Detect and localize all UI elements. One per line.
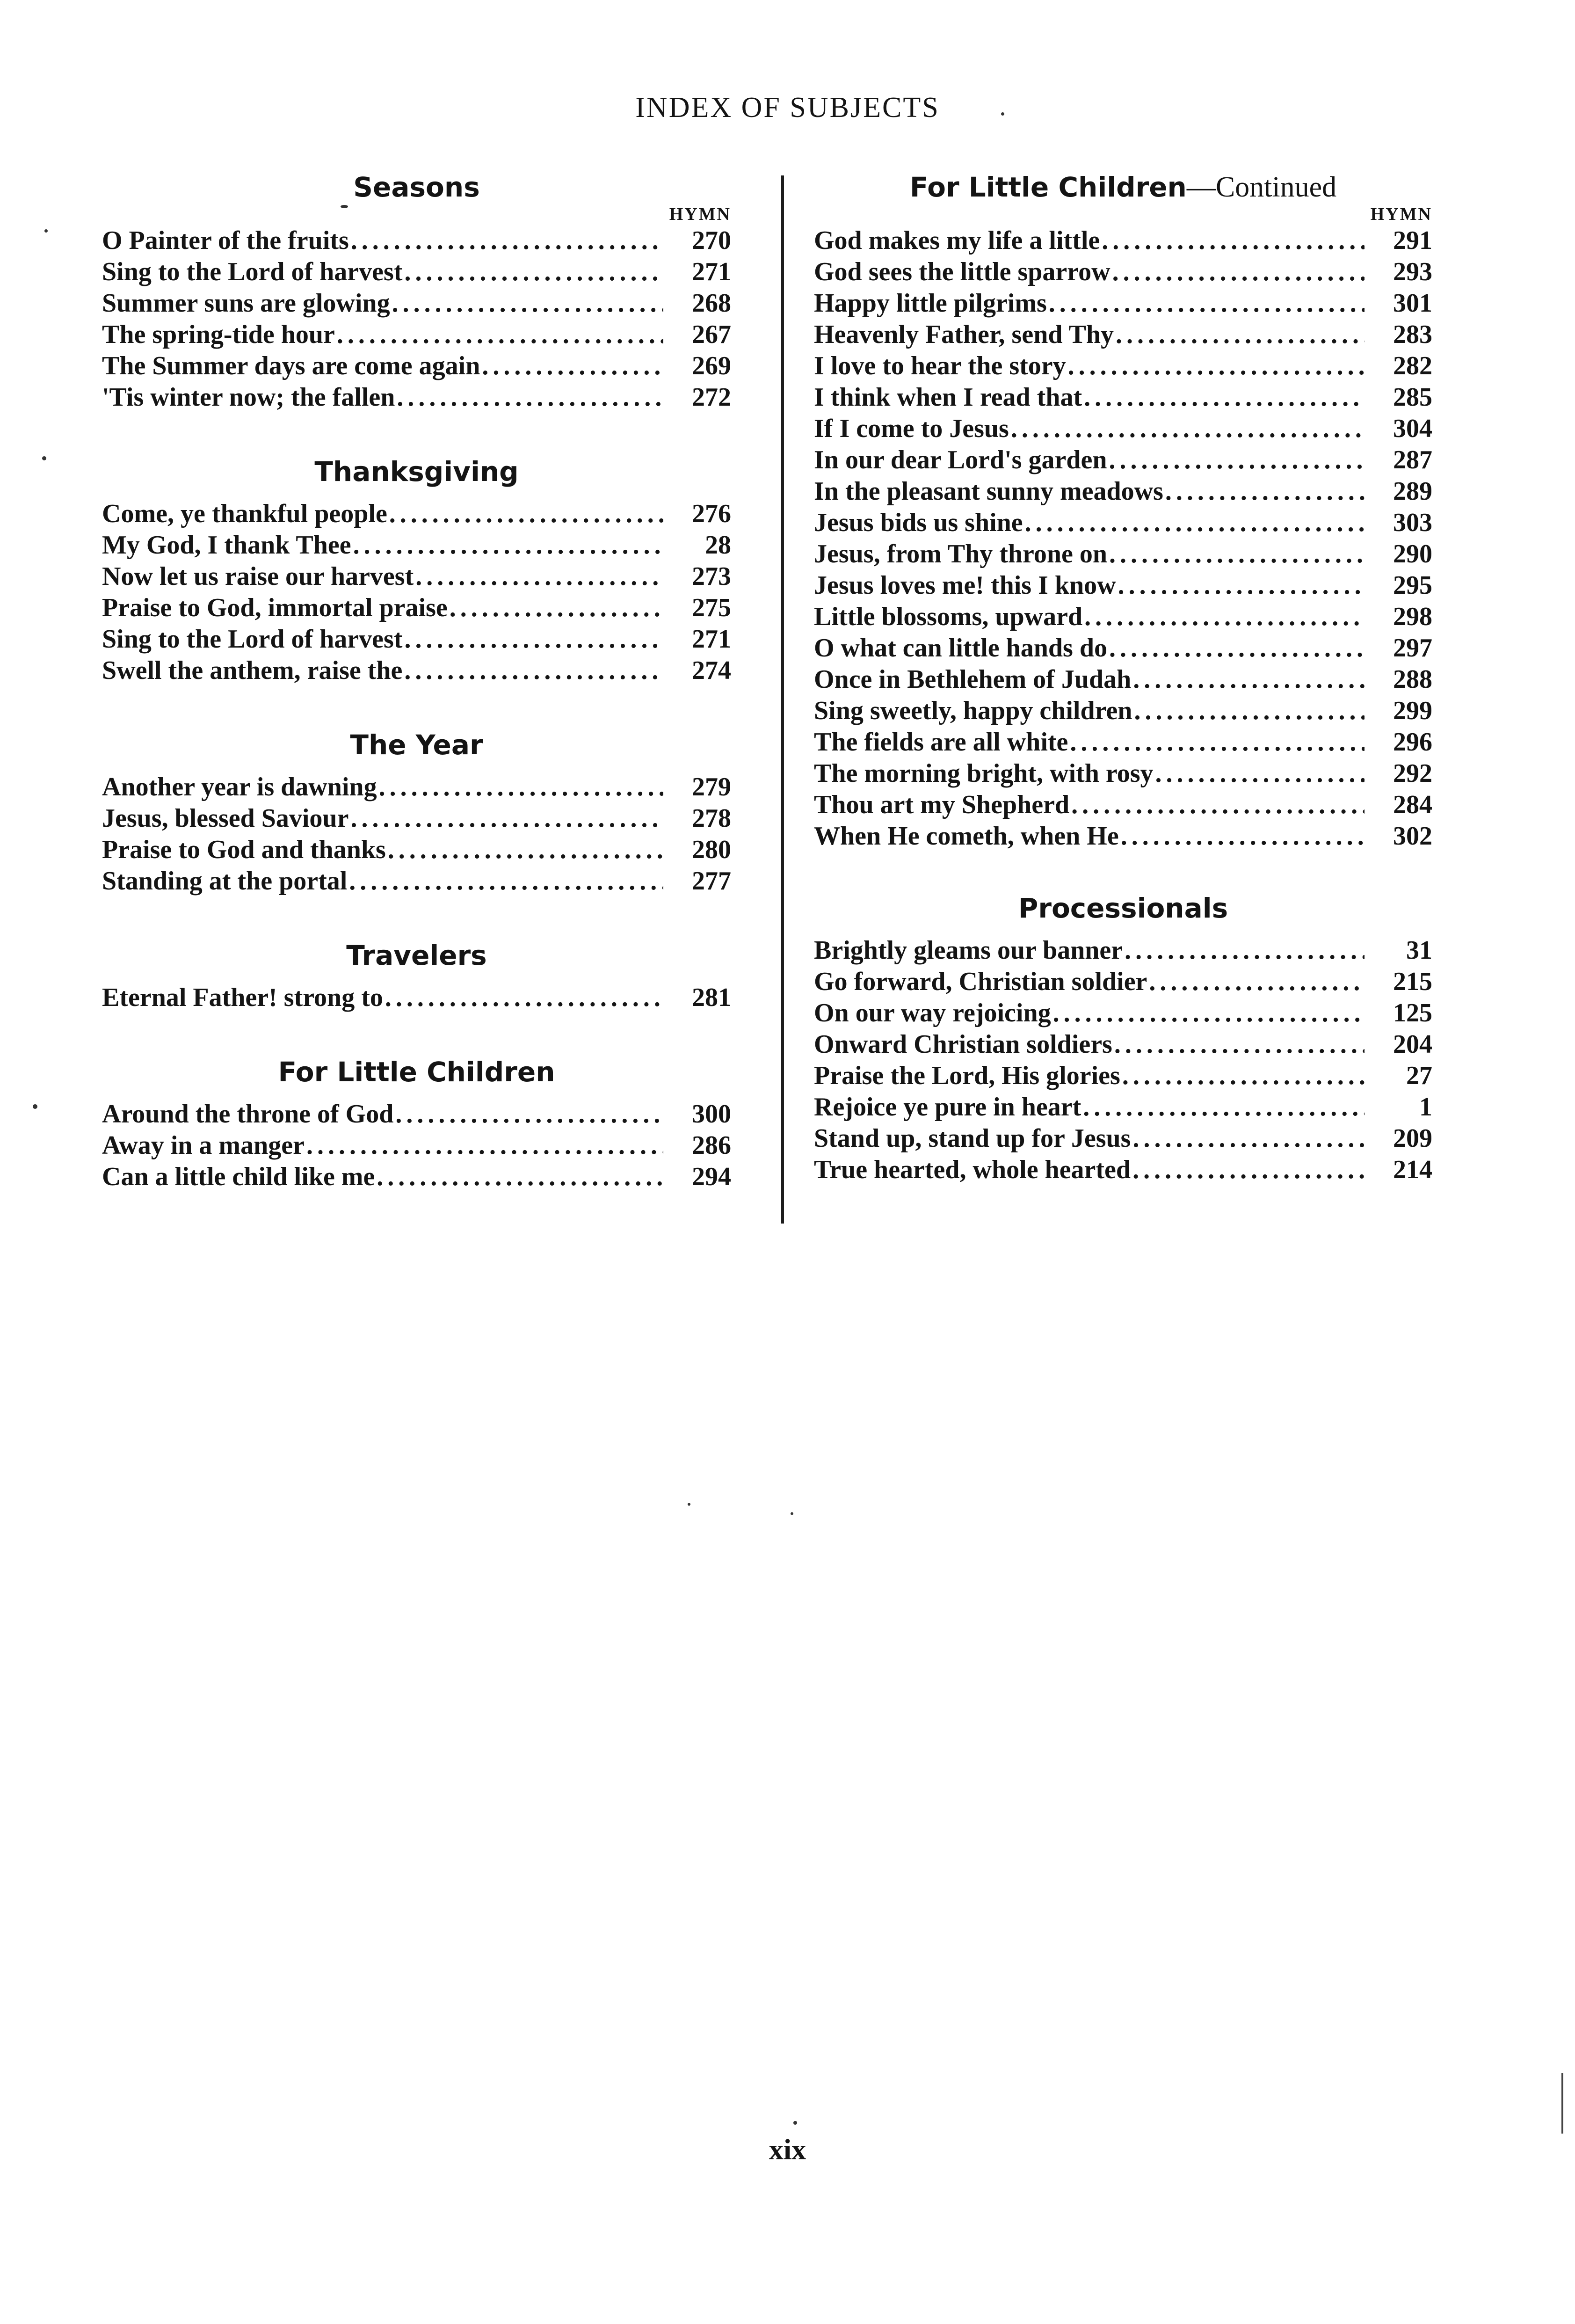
entry-title: Sing to the Lord of harvest	[102, 625, 403, 654]
dot-leader	[404, 624, 663, 655]
entry-title: Praise to God and thanks	[102, 835, 386, 864]
hymn-number: 278	[692, 804, 731, 833]
dot-leader	[1084, 601, 1365, 633]
dot-leader	[337, 319, 663, 350]
index-entry	[814, 476, 1432, 507]
dot-leader	[389, 498, 663, 530]
hymn-number: 289	[1393, 477, 1432, 506]
entry-title: Can a little child like me	[102, 1162, 375, 1191]
entry-title: Jesus loves me! this I know	[814, 571, 1116, 600]
scan-speck	[341, 205, 348, 208]
left-column	[102, 171, 731, 1193]
dot-leader	[1118, 570, 1365, 601]
hymn-number: 31	[1406, 936, 1432, 965]
index-entry	[814, 789, 1432, 821]
hymn-number: 288	[1393, 665, 1432, 694]
hymn-number: 302	[1393, 822, 1432, 851]
hymn-number: 280	[692, 835, 731, 864]
entry-title: On our way rejoicing	[814, 998, 1051, 1027]
index-entry	[814, 664, 1432, 695]
hymn-number: 303	[1393, 508, 1432, 537]
index-entry	[102, 561, 731, 592]
dot-leader	[350, 803, 663, 834]
index-entry	[814, 288, 1432, 319]
hymn-number: 284	[1393, 790, 1432, 819]
scan-speck	[688, 1503, 690, 1506]
dot-leader	[1070, 727, 1365, 758]
scan-edge-mark	[1561, 2073, 1563, 2134]
scan-speck	[44, 229, 48, 233]
hymn-number: 282	[1393, 351, 1432, 380]
hymn-number: 273	[692, 562, 731, 591]
entry-title: Jesus bids us shine	[814, 508, 1023, 537]
right-column	[814, 171, 1432, 1186]
hymn-number: 296	[1393, 728, 1432, 757]
hymn-number: 281	[692, 983, 731, 1012]
index-entry	[814, 935, 1432, 966]
entry-title: Heavenly Father, send Thy	[814, 320, 1114, 349]
scan-speck	[42, 456, 46, 460]
index-entry	[102, 382, 731, 413]
index-entry	[102, 866, 731, 897]
hymn-number: 272	[692, 383, 731, 412]
entry-title: God makes my life a little	[814, 226, 1100, 255]
dot-leader	[1149, 966, 1365, 998]
hymn-number: 209	[1393, 1124, 1432, 1153]
entry-title: God sees the little sparrow	[814, 257, 1110, 286]
entry-title: Brightly gleams our banner	[814, 936, 1123, 965]
entry-list	[102, 982, 731, 1013]
entry-list	[102, 498, 731, 686]
index-entry	[102, 982, 731, 1013]
entry-list	[102, 225, 731, 413]
entry-title: Come, ye thankful people	[102, 499, 387, 528]
section-thanksgiving	[102, 455, 731, 686]
entry-title: Away in a manger	[102, 1131, 305, 1160]
index-entry	[814, 966, 1432, 998]
dot-leader	[1109, 539, 1365, 570]
hymn-number: 294	[692, 1162, 731, 1191]
section-for-little-children-continued	[814, 171, 1432, 852]
section-title: Seasons	[353, 171, 480, 203]
index-entry	[102, 772, 731, 803]
entry-title: Onward Christian soldiers	[814, 1030, 1112, 1059]
dot-leader	[388, 834, 663, 866]
dot-leader	[1165, 476, 1365, 507]
dot-leader	[1068, 350, 1365, 382]
index-entry	[814, 256, 1432, 288]
entry-list	[102, 772, 731, 897]
index-entry	[102, 319, 731, 350]
hymn-number: 304	[1393, 414, 1432, 443]
index-entry	[814, 998, 1432, 1029]
hymn-number: 215	[1393, 967, 1432, 996]
entry-title: When He cometh, when He	[814, 822, 1119, 851]
section-title: For Little Children	[278, 1056, 555, 1088]
section-title-suffix: —Continued	[1186, 171, 1337, 203]
entry-title: Another year is dawning	[102, 772, 377, 801]
dot-leader	[1132, 1154, 1365, 1186]
index-entry	[814, 601, 1432, 633]
index-entry	[102, 1130, 731, 1161]
entry-title: Summer suns are glowing	[102, 289, 390, 318]
hymn-number: 286	[692, 1131, 731, 1160]
section-title: Thanksgiving	[314, 456, 519, 488]
dot-leader	[1125, 935, 1365, 966]
section-title: Processionals	[1018, 892, 1228, 924]
entry-title: Rejoice ye pure in heart	[814, 1093, 1081, 1122]
entry-title: Sing sweetly, happy children	[814, 696, 1132, 725]
dot-leader	[482, 350, 663, 382]
hymn-number: 204	[1393, 1030, 1432, 1059]
hymn-number: 270	[692, 226, 731, 255]
dot-leader	[392, 288, 663, 319]
hymn-number: 300	[692, 1100, 731, 1129]
dot-leader	[1114, 1029, 1365, 1060]
entry-title: I love to hear the story	[814, 351, 1066, 380]
section-title: The Year	[350, 729, 483, 761]
dot-leader	[450, 592, 663, 624]
index-entry	[814, 1092, 1432, 1123]
index-entry	[814, 695, 1432, 727]
entry-title: The morning bright, with rosy	[814, 759, 1154, 788]
entry-title: Little blossoms, upward	[814, 602, 1083, 631]
dot-leader	[349, 866, 663, 897]
index-entry	[814, 225, 1432, 256]
entry-title: Swell the anthem, raise the	[102, 656, 403, 685]
entry-title: The Summer days are come again	[102, 351, 480, 380]
index-entry	[814, 507, 1432, 539]
dot-leader	[1133, 664, 1365, 695]
entry-title: True hearted, whole hearted	[814, 1155, 1131, 1184]
hymn-number: 279	[692, 772, 731, 801]
scan-speck	[793, 2121, 797, 2125]
section-seasons	[102, 171, 731, 413]
hymn-number: 285	[1393, 383, 1432, 412]
entry-title: If I come to Jesus	[814, 414, 1009, 443]
hymn-number: 269	[692, 351, 731, 380]
hymn-column-header: HYMN	[1370, 204, 1432, 224]
hymn-number: 276	[692, 499, 731, 528]
index-entry	[102, 655, 731, 686]
dot-leader	[1134, 695, 1365, 727]
dot-leader	[1071, 789, 1365, 821]
entry-title: O Painter of the fruits	[102, 226, 349, 255]
hymn-number: 283	[1393, 320, 1432, 349]
index-entry	[102, 624, 731, 655]
dot-leader	[1116, 319, 1365, 350]
entry-title: In the pleasant sunny meadows	[814, 477, 1163, 506]
index-entry	[814, 821, 1432, 852]
scan-speck	[33, 1104, 37, 1109]
section-title	[814, 171, 1432, 204]
scan-speck	[791, 1512, 793, 1515]
dot-leader	[1011, 413, 1365, 444]
index-entry	[102, 256, 731, 288]
entry-title: Jesus, blessed Saviour	[102, 804, 349, 833]
dot-leader	[1109, 633, 1365, 664]
index-entry	[102, 288, 731, 319]
dot-leader	[1083, 1092, 1365, 1123]
section-processionals	[814, 892, 1432, 1186]
index-entry	[102, 498, 731, 530]
entry-title: Sing to the Lord of harvest	[102, 257, 403, 286]
dot-leader	[306, 1130, 663, 1161]
index-entry	[814, 413, 1432, 444]
index-entry	[814, 319, 1432, 350]
entry-title: Jesus, from Thy throne on	[814, 539, 1107, 568]
index-entry	[102, 834, 731, 866]
index-entry	[814, 1060, 1432, 1092]
hymn-number: 290	[1393, 539, 1432, 568]
entry-title: The fields are all white	[814, 728, 1068, 757]
entry-title: Praise the Lord, His glories	[814, 1061, 1120, 1090]
hymn-number: 274	[692, 656, 731, 685]
hymn-number: 275	[692, 593, 731, 622]
entry-list	[814, 935, 1432, 1186]
hymn-column-header: HYMN	[669, 204, 731, 224]
entry-list	[102, 1099, 731, 1193]
section-title-main: For Little Children	[909, 171, 1187, 203]
hymn-number: 291	[1393, 226, 1432, 255]
dot-leader	[1084, 382, 1365, 413]
entry-title: O what can little hands do	[814, 634, 1107, 663]
hymn-number: 298	[1393, 602, 1432, 631]
section-the-year	[102, 729, 731, 897]
index-entry	[814, 382, 1432, 413]
section-travelers	[102, 939, 731, 1013]
index-entry	[102, 1099, 731, 1130]
section-title: Travelers	[346, 940, 487, 971]
entry-title: 'Tis winter now; the fallen	[102, 383, 395, 412]
hymn-number: 271	[692, 625, 731, 654]
hymn-number: 297	[1393, 634, 1432, 663]
index-entry	[814, 1029, 1432, 1060]
index-entry	[814, 350, 1432, 382]
hymn-number: 28	[705, 531, 731, 560]
index-entry	[102, 803, 731, 834]
entry-title: My God, I thank Thee	[102, 531, 351, 560]
page-number: xix	[769, 2134, 806, 2166]
entry-title: In our dear Lord's garden	[814, 445, 1107, 474]
dot-leader	[1155, 758, 1365, 789]
entry-title: Happy little pilgrims	[814, 289, 1047, 318]
hymn-number: 292	[1393, 759, 1432, 788]
hymn-number: 27	[1406, 1061, 1432, 1090]
entry-title: Around the throne of God	[102, 1100, 394, 1129]
dot-leader	[1053, 998, 1365, 1029]
dot-leader	[1122, 1060, 1365, 1092]
index-entry	[814, 1123, 1432, 1154]
hymn-number: 125	[1393, 998, 1432, 1027]
dot-leader	[404, 655, 663, 686]
index-entry	[102, 1161, 731, 1193]
hymn-number: 299	[1393, 696, 1432, 725]
hymn-number: 214	[1393, 1155, 1432, 1184]
hymn-number: 293	[1393, 257, 1432, 286]
entry-title: The spring-tide hour	[102, 320, 335, 349]
dot-leader	[1025, 507, 1365, 539]
dot-leader	[379, 772, 663, 803]
entry-title: Praise to God, immortal praise	[102, 593, 448, 622]
dot-leader	[385, 982, 663, 1013]
hymn-number: 268	[692, 289, 731, 318]
dot-leader	[1102, 225, 1365, 256]
page-title: INDEX OF SUBJECTS	[635, 92, 940, 124]
entry-title: I think when I read that	[814, 383, 1082, 412]
index-entry	[814, 758, 1432, 789]
hymn-number: 1	[1419, 1093, 1432, 1122]
index-entry	[814, 633, 1432, 664]
dot-leader	[353, 530, 663, 561]
hymn-number: 301	[1393, 289, 1432, 318]
index-entry	[814, 539, 1432, 570]
index-entry	[102, 350, 731, 382]
index-entry	[102, 530, 731, 561]
dot-leader	[377, 1161, 663, 1193]
index-entry	[814, 1154, 1432, 1186]
entry-title: Once in Bethlehem of Judah	[814, 665, 1132, 694]
hymn-number: 267	[692, 320, 731, 349]
entry-title: Now let us raise our harvest	[102, 562, 414, 591]
dot-leader	[351, 225, 663, 256]
index-entry	[102, 592, 731, 624]
dot-leader	[1112, 256, 1365, 288]
dot-leader	[1132, 1123, 1365, 1154]
dot-leader	[1109, 444, 1365, 476]
dot-leader	[395, 1099, 663, 1130]
hymn-number: 277	[692, 867, 731, 896]
index-entry	[102, 225, 731, 256]
dot-leader	[397, 382, 663, 413]
index-entry	[814, 570, 1432, 601]
entry-title: Thou art my Shepherd	[814, 790, 1070, 819]
dot-leader	[1121, 821, 1365, 852]
entry-title: Eternal Father! strong to	[102, 983, 383, 1012]
hymn-number: 287	[1393, 445, 1432, 474]
dot-leader	[415, 561, 663, 592]
hymn-number: 271	[692, 257, 731, 286]
section-for-little-children	[102, 1056, 731, 1193]
entry-title: Standing at the portal	[102, 867, 348, 896]
entry-title: Go forward, Christian soldier	[814, 967, 1147, 996]
dot-leader	[1049, 288, 1365, 319]
entry-list	[814, 225, 1432, 852]
column-divider	[781, 175, 784, 1224]
index-entry	[814, 727, 1432, 758]
entry-title: Stand up, stand up for Jesus	[814, 1124, 1131, 1153]
scan-speck	[1001, 112, 1004, 116]
index-entry	[814, 444, 1432, 476]
hymn-number: 295	[1393, 571, 1432, 600]
dot-leader	[404, 256, 663, 288]
